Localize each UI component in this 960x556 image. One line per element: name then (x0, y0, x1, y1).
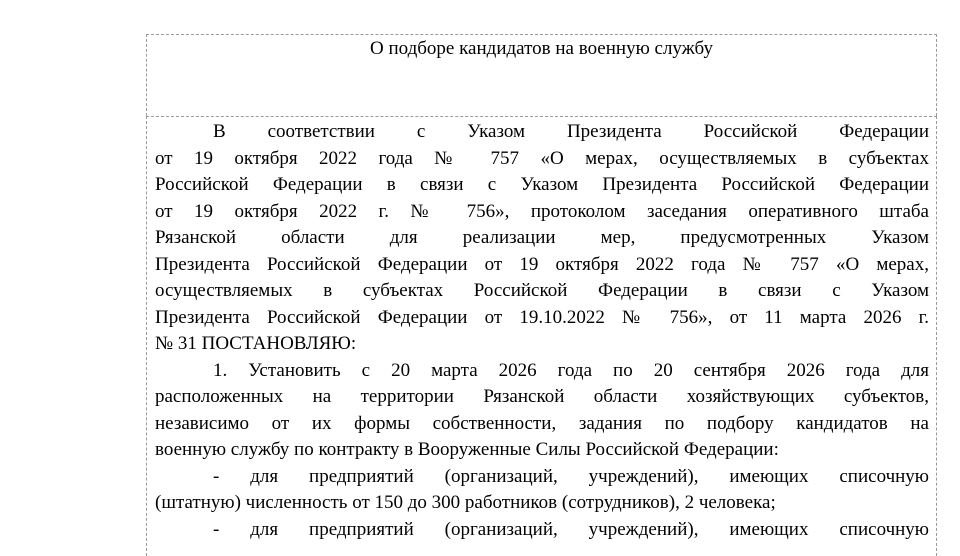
document-body (146, 116, 937, 556)
body-line: В соответствии с Указом Президента Российской Федерации (213, 121, 929, 142)
body-line: расположенных на территории Рязанской области хозяйствующих субъектов, (155, 386, 929, 407)
body-line: Российской Федерации в связи с Указом Президента Российской Федерации (155, 174, 929, 195)
body-line: осуществляемых в субъектах Российской Федерации в связи с Указом (155, 280, 929, 301)
body-line: (штатную) численность от 150 до 300 работников (сотрудников), 2 человека; (155, 492, 776, 513)
document-title: О подборе кандидатов на военную службу (370, 38, 713, 59)
body-line: 1. Установить с 20 марта 2026 года по 20 сентября 2026 года для (213, 359, 929, 381)
body-line: от 19 октября 2022 года № 757 «О мерах, осуществляемых в субъектах (155, 147, 929, 169)
body-line: независимо от их формы собственности, задания по подбору кандидатов на (155, 412, 929, 434)
title-block (146, 34, 937, 116)
body-line: - для предприятий (организаций, учреждений), имеющих списочную (213, 518, 929, 540)
body-line: военную службу по контракту в Вооруженные Силы Российской Федерации: (155, 439, 779, 460)
body-line: № 31 ПОСТАНОВЛЯЮ: (155, 333, 357, 354)
body-line: - для предприятий (организаций, учреждений), имеющих списочную (213, 465, 929, 487)
body-line: Президента Российской Федерации от 19 октября 2022 года № 757 «О мерах, (155, 253, 929, 275)
body-line: Президента Российской Федерации от 19.10.2022 № 756», от 11 марта 2026 г. (155, 306, 929, 328)
body-line: Рязанской области для реализации мер, предусмотренных Указом (155, 227, 929, 248)
body-line: от 19 октября 2022 г. № 756», протоколом заседания оперативного штаба (155, 200, 929, 222)
